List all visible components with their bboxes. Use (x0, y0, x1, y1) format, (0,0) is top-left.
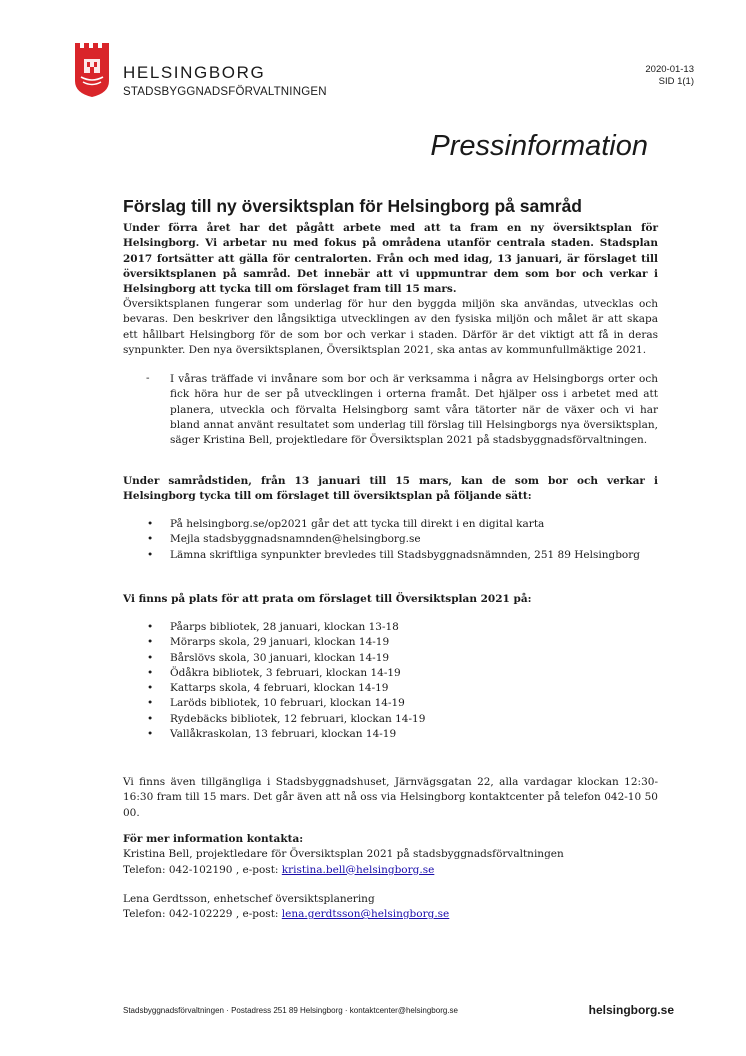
contact-1-role: Kristina Bell, projektledare för Översiktsplan 2021 på stadsbyggnadsförvaltningen (123, 848, 564, 861)
list-item: • Påarps bibliotek, 28 januari, klockan 13-18 (123, 620, 425, 635)
department-name: STADSBYGGNADSFÖRVALTNINGEN (123, 86, 327, 98)
org-name: HELSINGBORG (123, 63, 266, 82)
places-title: Vi finns på plats för att prata om förslaget till Översiktsplan 2021 på: (123, 593, 532, 605)
contact-2-phone-line (123, 907, 564, 922)
contact-2-email-link[interactable]: lena.gerdtsson@helsingborg.se (281, 908, 450, 921)
visit-paragraph: Vi finns även tillgängliga i Stadsbyggnadshuset, Järnvägsgatan 22, alla vardagar klockan 12:30-16:30 fram till 15 mars. Det går även att nå oss via Helsingborg kontaktcenter på telefon 042-10 50 00. (123, 776, 658, 819)
contact-1-email-link[interactable]: kristina.bell@helsingborg.se (281, 863, 435, 876)
helsingborg-crest-icon (75, 43, 109, 97)
list-item: • Mejla stadsbyggnadsnamnden@helsingborg.se (123, 532, 640, 547)
document-type-title: Pressinformation (430, 130, 648, 162)
quote-dash: - (146, 372, 150, 384)
press-headline: Förslag till ny översiktsplan för Helsingborg på samråd (123, 196, 582, 216)
list-item: • Mörarps skola, 29 januari, klockan 14-19 (123, 635, 425, 650)
lead-paragraph: Under förra året har det pågått arbete med att ta fram en ny översiktsplan för Helsingborg. Vi arbetar nu med fokus på områdena utanför centrala staden. Stadsplan 2017 fortsätter att gälla för centralorten. Från och med idag, 13 januari, är förslaget till översiktsplanen på samråd. Det innebär att vi uppmuntrar dem som bor och verkar i Helsingborg att tycka till om förslaget fram till 15 mars. (123, 222, 658, 296)
body-paragraph: Översiktsplanen fungerar som underlag för hur den byggda miljön ska användas, utvecklas och bevaras. Den beskriver den långsiktiga utvecklingen av den fysiska miljön och målet är att skapa ett hållbart Helsingborg för de som bor och verkar i staden. Därför är det viktigt att få in deras synpunkter. Den nya översiktsplanen, Översiktsplan 2021, ska antas av kommunfullmäktige 2021. (123, 298, 658, 356)
contact-2-phone: Telefon: 042-102229 , e-post: (123, 908, 282, 921)
list-item: • Laröds bibliotek, 10 februari, klockan 14-19 (123, 696, 425, 711)
document-date: 2020-01-13 (645, 64, 694, 75)
contact-block (123, 832, 564, 922)
contact-1-phone-line (123, 863, 564, 878)
list-item: • Ödåkra bibliotek, 3 februari, klockan 14-19 (123, 666, 425, 681)
places-list (123, 620, 425, 742)
feedback-ways-list (123, 517, 640, 563)
list-item: • Kattarps skola, 4 februari, klockan 14-19 (123, 681, 425, 696)
contact-1-phone: Telefon: 042-102190 , e-post: (123, 863, 282, 876)
contact-title: För mer information kontakta: (123, 833, 304, 845)
consultation-intro: Under samrådstiden, från 13 januari till 15 mars, kan de som bor och verkar i Helsingborg tycka till om förslaget till översiktsplan på följande sätt: (123, 475, 658, 503)
list-item: • Rydebäcks bibliotek, 12 februari, klockan 14-19 (123, 712, 425, 727)
list-item: • På helsingborg.se/op2021 går det att tycka till direkt i en digital karta (123, 517, 640, 532)
list-item: • Vallåkraskolan, 13 februari, klockan 14-19 (123, 727, 425, 742)
list-item: • Lämna skriftliga synpunkter brevledes till Stadsbyggnadsnämnden, 251 89 Helsingborg (123, 548, 640, 563)
page-reference: SID 1(1) (658, 76, 694, 87)
quote-paragraph: I våras träffade vi invånare som bor och är verksamma i några av Helsingborgs orter och fick höra hur de ser på utvecklingen i orterna framåt. Det hjälper oss i arbetet med att planera, utveckla och förvalta Helsingborg samt våra tätorter när de växer och vi har bland annat använt resultatet som underlag till förslag till Helsingborgs nya översiktsplan, säger Kristina Bell, projektledare för Översiktsplan 2021 på stadsbyggnadsförvaltningen. (170, 373, 658, 447)
footer-address: Stadsbyggnadsförvaltningen · Postadress 251 89 Helsingborg · kontaktcenter@helsingborg.se (123, 1006, 458, 1015)
footer-website: helsingborg.se (588, 1003, 674, 1017)
list-item: • Bårslövs skola, 30 januari, klockan 14-19 (123, 651, 425, 666)
contact-2-role: Lena Gerdtsson, enhetschef översiktsplanering (123, 892, 375, 905)
